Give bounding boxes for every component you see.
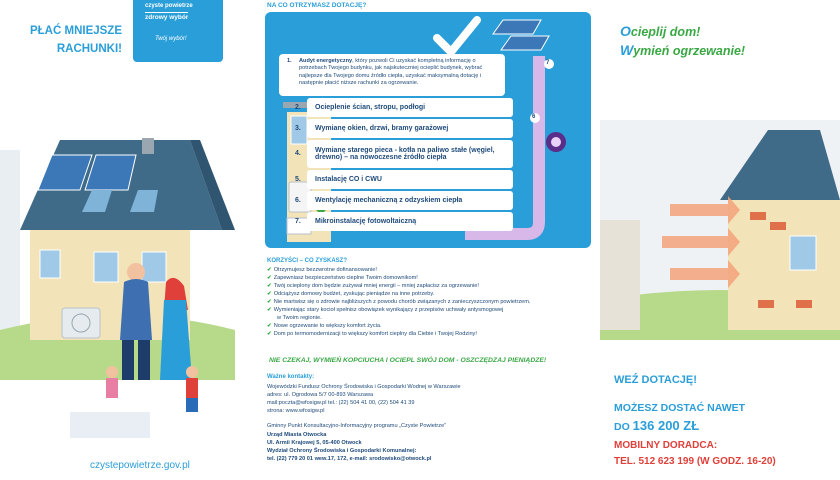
benefit-text: Dom po termomodernizacji to większy komfort cieplny dla Ciebie i Twojej Rodziny! <box>273 331 477 337</box>
step-item <box>307 98 513 117</box>
check-icon: ✔ <box>267 275 272 281</box>
audit-title: Audyt energetyczny <box>299 58 353 64</box>
person-icon <box>186 366 198 378</box>
check-icon: ✔ <box>267 283 272 289</box>
benefit-text: Otrzymujesz bezzwrotne dofinansowanie! <box>273 267 377 273</box>
contact-email-phone[interactable]: mail:poczta@wfosigw.pl tel.: (22) 504 41 00, (22) 504 41 39 <box>267 400 415 406</box>
benefit-text: Twój ocieplony dom będzie zużywał mniej energii – mniej zapłacisz za ogrzewanie! <box>273 283 479 289</box>
step-number: 3. <box>295 125 301 132</box>
contact-line: Wydział Ochrony Środowiska i Gospodarki Komunalnej: <box>267 448 417 454</box>
left-headline-line-2: RACHUNKI! <box>56 43 122 55</box>
center-panel <box>235 0 600 480</box>
amount-prefix: DO <box>614 421 630 433</box>
logo-line-2: zdrowy wybór <box>145 14 189 21</box>
step-number: 4. <box>295 150 301 157</box>
benefit-text: Nowe ogrzewanie to większy komfort życia. <box>273 323 382 329</box>
mobile-advisor-label: MOBILNY DORADCA: <box>614 440 718 451</box>
contact-line: Ul. Armii Krajowej 5, 05-400 Otwock <box>267 440 362 446</box>
check-icon: ✔ <box>267 291 272 297</box>
house-wall <box>728 200 840 330</box>
contact-line: Gminny Punkt Konsultacyjno-Informacyjny programu „Czyste Powietrze” <box>267 423 447 429</box>
step-number: 6. <box>295 197 301 204</box>
step-item <box>307 191 513 210</box>
benefit-item <box>267 283 479 290</box>
left-headline-line-1: PŁAĆ MNIEJSZE <box>29 25 122 37</box>
left-panel <box>0 0 235 480</box>
contact-line: Wojewódzki Fundusz Ochrony Środowiska i Gospodarki Wodnej w Warszawie <box>267 384 461 390</box>
contact-email-phone[interactable]: tel. (22) 779 20 01 wew.17, 172, e-mail: srodowisko@otwock.pl <box>267 456 432 462</box>
right-headline-line-1 <box>620 22 745 41</box>
programme-logo <box>133 0 223 62</box>
benefit-item <box>267 323 382 330</box>
right-panel <box>600 0 840 480</box>
contact-line: adres: ul. Ogrodowa 5/7 00-893 Warszawa <box>267 392 374 398</box>
benefit-text: w Twoim regionie. <box>277 315 322 321</box>
step-label: Ocieplenie ścian, stropu, podłogi <box>315 103 426 111</box>
benefit-text: Nie martwisz się o zdrowie najbliższych z powodu chorób związanych z zanieczyszczonym powietrzem. <box>273 299 531 305</box>
right-headline-line-2 <box>620 41 745 60</box>
step-label: Wentylację mechaniczną z odzyskiem ciepła <box>315 196 463 204</box>
step-number: 2. <box>295 104 301 111</box>
logo-line-1: czyste powietrze <box>145 3 193 9</box>
benefit-text: Odciążysz domowy budżet, zyskując pieniądze na inne potrzeby. <box>273 291 435 297</box>
benefit-item <box>267 267 377 274</box>
house-family-illustration <box>0 0 235 480</box>
contacts-title: Ważne kontakty: <box>267 374 315 380</box>
person-icon <box>106 366 118 378</box>
headline-initial: W <box>620 42 634 58</box>
benefits-title: KORZYŚCI – CO ZYSKASZ? <box>267 258 348 264</box>
chimney <box>142 138 154 154</box>
benefit-item <box>267 307 503 314</box>
audit-card <box>279 54 505 96</box>
step-label: Mikroinstalację fotowoltaiczną <box>315 217 417 225</box>
step-item <box>307 212 513 231</box>
step-number: 7. <box>295 218 301 225</box>
heat-pump-icon <box>62 308 100 338</box>
step-item <box>307 140 513 168</box>
benefit-item <box>267 291 434 298</box>
check-icon: ✔ <box>267 267 272 273</box>
programme-url-link[interactable]: czystepowietrze.gov.pl <box>90 460 190 471</box>
tree-icon <box>0 150 20 350</box>
benefit-text: Zapewniasz bezpieczeństwo cieplne Twoim domownikom! <box>273 275 418 281</box>
grant-section-title: NA CO OTRZYMASZ DOTACJĘ? <box>267 2 367 9</box>
check-icon: ✔ <box>267 307 272 313</box>
step-label: Instalację CO i CWU <box>315 175 382 183</box>
apply-heading: WEŹ DOTACJĘ! <box>614 374 697 386</box>
step-label: Wymianę starego pieca - kotła na paliwo stałe (węgiel, drewno) – na nowoczesne źródło ciepła <box>315 146 495 161</box>
headline-text: ymień ogrzewanie! <box>633 44 746 58</box>
check-icon: ✔ <box>267 323 272 329</box>
right-headline <box>620 22 745 60</box>
step-item <box>307 119 513 138</box>
benefit-item <box>267 275 418 282</box>
step-item <box>307 170 513 189</box>
logo-tagline: Twój wybór! <box>155 36 187 42</box>
check-icon: ✔ <box>267 331 272 337</box>
step-label: Wymianę okien, drzwi, bramy garażowej <box>315 124 449 132</box>
amount-line-1: MOŻESZ DOSTAĆ NAWET <box>614 402 746 414</box>
illustration-number-6: 6 <box>532 114 536 120</box>
headline-initial: O <box>620 23 631 39</box>
advisor-phone[interactable]: TEL. 512 623 199 (W GODZ. 16-20) <box>614 456 776 467</box>
benefit-item <box>267 331 477 338</box>
slogan: NIE CZEKAJ, WYMIEŃ KOPCIUCHA I OCIEPL SWÓJ DOM - OSZCZĘDZAJ PIENIĄDZE! <box>269 357 547 364</box>
benefit-item <box>267 299 530 306</box>
step-number: 5. <box>295 176 301 183</box>
headline-text: cieplij dom! <box>630 25 701 39</box>
contact-line: Urząd Miasta Otwocka <box>267 432 327 438</box>
grant-amount: 136 200 ZŁ <box>632 418 700 433</box>
person-icon <box>127 263 145 281</box>
benefit-text: Wymieniając stary kocioł spełnisz obowiązek wynikający z przepisów uchwały antysmogowej <box>273 307 504 313</box>
audit-description: , który pozwoli Ci uzyskać kompletną informację o potrzebach Twojego budynku, jak najskuteczniej ocieplić budynek, wybrać najlepsze dla Twojego domu źródło ciepła, uzyskać maksymalną dotację i następnie płacić niższe rachunki za ogrzewanie. <box>299 58 483 87</box>
left-headline <box>12 22 122 58</box>
audit-number: 1. <box>287 58 292 64</box>
amount-line-2 <box>614 418 699 433</box>
benefit-item-continued <box>277 315 322 322</box>
illustration-number-7: 7 <box>546 60 550 66</box>
check-icon: ✔ <box>267 299 272 305</box>
contact-website-link[interactable]: strona: www.wfosigw.pl <box>267 408 325 414</box>
